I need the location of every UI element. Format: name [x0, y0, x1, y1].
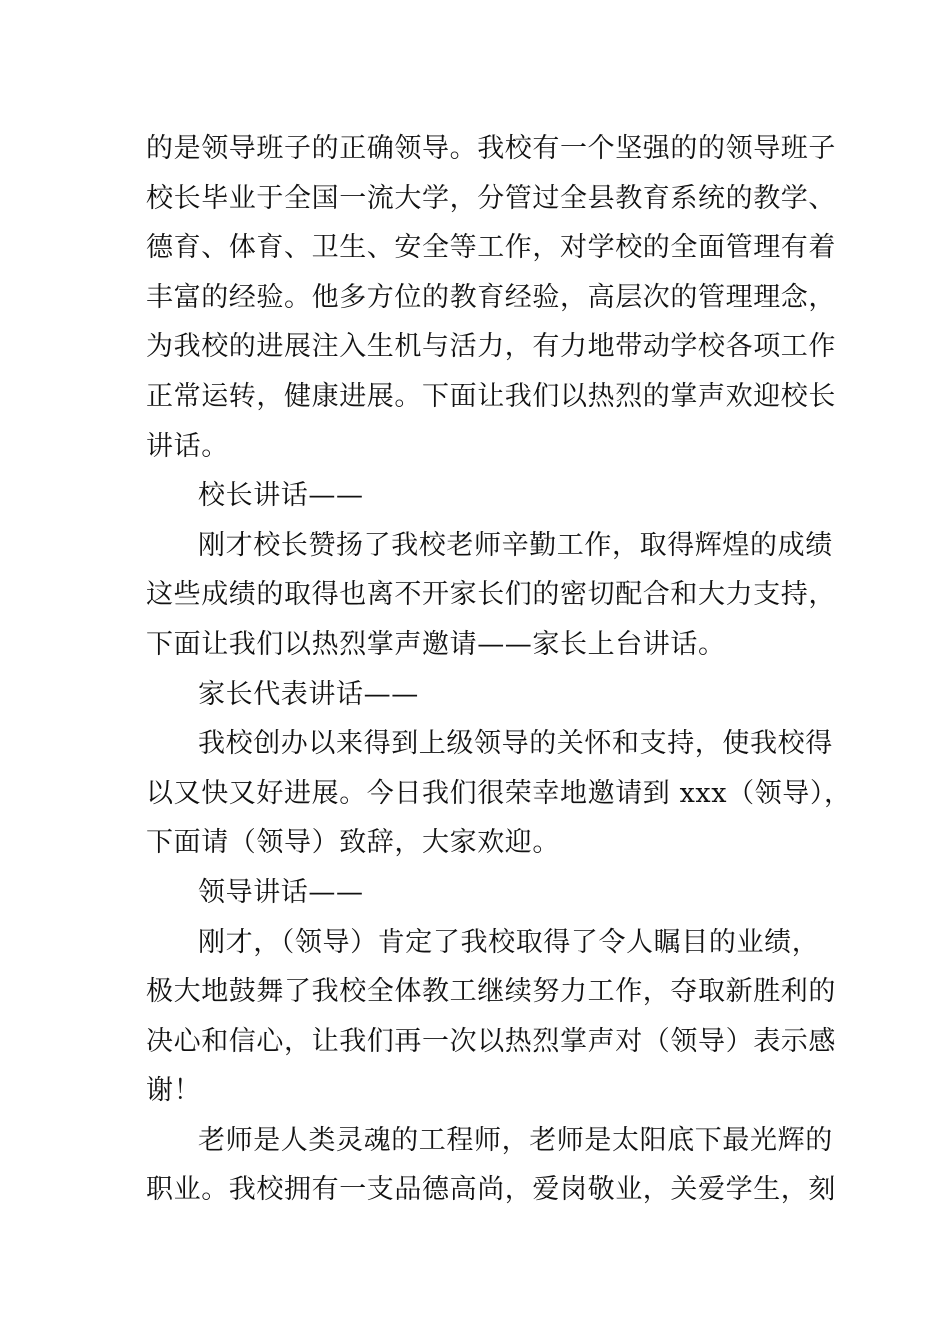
text-line: 正常运转，健康进展。下面让我们以热烈的掌声欢迎校长 — [146, 380, 836, 412]
text-line: 谢！ — [146, 1075, 202, 1107]
text-line: 以又快又好进展。今日我们很荣幸地邀请到 xxx（领导）， — [146, 777, 852, 809]
text-line: 的是领导班子的正确领导。我校有一个坚强的的领导班子 — [146, 133, 836, 164]
text-line: 职业。我校拥有一支品德高尚，爱岗敬业，关爱学生，刻 — [146, 1174, 836, 1206]
text-line: 这些成绩的取得也离不开家长们的密切配合和大力支持， — [146, 579, 836, 611]
text-line: 老师是人类灵魂的工程师，老师是太阳底下最光辉的 — [198, 1124, 833, 1156]
text-line: 刚才校长赞扬了我校老师辛勤工作，取得辉煌的成绩 — [198, 529, 833, 561]
section-heading: 领导讲话—— — [198, 876, 364, 908]
section-heading: 家长代表讲话—— — [198, 678, 419, 710]
text-line: 下面请（领导）致辞，大家欢迎。 — [146, 827, 560, 859]
text-line: 校长毕业于全国一流大学，分管过全县教育系统的教学、 — [146, 182, 836, 214]
text-line: 极大地鼓舞了我校全体教工继续努力工作，夺取新胜利的 — [146, 976, 836, 1008]
section-heading: 校长讲话—— — [198, 480, 364, 512]
text-line: 决心和信心，让我们再一次以热烈掌声对（领导）表示感 — [146, 1025, 836, 1057]
text-line: 德育、体育、卫生、安全等工作，对学校的全面管理有着 — [146, 232, 836, 264]
text-line: 下面让我们以热烈掌声邀请——家长上台讲话。 — [146, 628, 726, 660]
text-line: 讲话。 — [146, 430, 229, 462]
text-line: 丰富的经验。他多方位的教育经验，高层次的管理理念， — [146, 281, 836, 313]
document-body — [146, 124, 852, 1215]
text-line: 为我校的进展注入生机与活力，有力地带动学校各项工作 — [146, 331, 836, 363]
text-line: 刚才，（领导）肯定了我校取得了令人瞩目的业绩， — [198, 926, 820, 958]
text-line: 我校创办以来得到上级领导的关怀和支持，使我校得 — [198, 728, 833, 760]
